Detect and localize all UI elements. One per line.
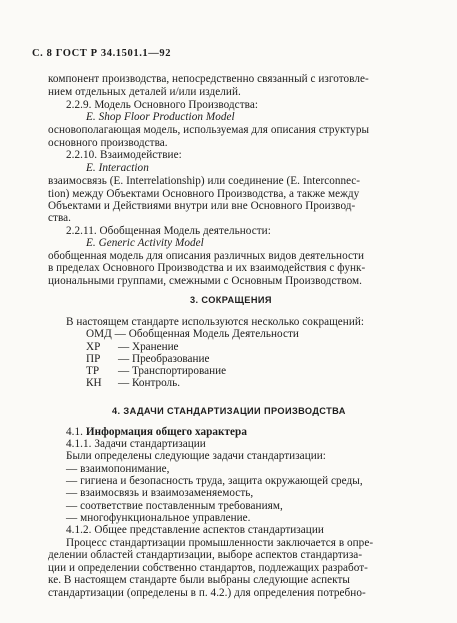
task-item: — взаимопонимание, [66,463,170,475]
abbreviation-code: ХР [86,341,101,353]
abbreviation-code: ТР [86,365,100,377]
clause-4-1-1: 4.1.1. Задачи стандартизации [66,438,206,450]
task-item: — взаимосвязь и взаимозаменяемость, [66,487,254,499]
task-item: — гигиена и безопасность труда, защита окружающей среды, [66,475,363,487]
text-line: Объектами и Действиями внутри или вне Основного Производ- [48,200,356,212]
abbreviation-definition: — Преобразование [118,353,210,365]
tasks-intro: Были определены следующие задачи стандартизации: [66,450,326,462]
english-term: E. Shop Floor Production Model [86,111,235,123]
text-line: ции и определении собственно стандартов, подлежащих разработ- [48,562,368,574]
text-line: основополагающая модель, используемая для описания структуры [48,124,370,136]
clause-2-2-10: 2.2.10. Взаимодействие: [66,149,182,161]
text-line: делении областей стандартизации, выборе аспектов стандартиза- [48,549,363,561]
abbreviation-code: КН [86,377,102,389]
clause-2-2-11: 2.2.11. Обобщенная Модель деятельности: [66,225,271,237]
text-line: ке. В настоящем стандарте были выбраны следующие аспекты [48,574,350,586]
text-line: циональными группами, смежными с Основным Производством. [48,275,363,287]
text-line: стандартизации (определены в п. 4.2.) для определения потребно- [48,587,366,599]
section-4-title: 4. ЗАДАЧИ СТАНДАРТИЗАЦИИ ПРОИЗВОДСТВА [112,406,346,416]
text-line: ства. [48,212,72,224]
page-header: С. 8 ГОСТ Р 34.1501.1—92 [32,48,172,59]
abbreviation-definition: — Транспортирование [118,365,227,377]
abbreviation-code: ПР [86,353,101,365]
abbreviations-intro: В настоящем стандарте используются несколько сокращений: [66,316,365,328]
task-item: — соответствие поставленным требованиям, [66,500,283,512]
abbreviation-omd: ОМД — Обобщенная Модель Деятельности [86,328,299,340]
text-line: tion) между Объектами Основного Производства, а также между [48,188,360,200]
text-line: взаимосвязь (E. Interrelationship) или соединение (E. Interconnec- [48,175,360,187]
text-line: Процесс стандартизации промышленности заключается в опре- [66,537,374,549]
abbreviation-definition: — Контроль. [118,377,181,389]
clause-2-2-9: 2.2.9. Модель Основного Производства: [66,99,258,111]
text-line: основного производства. [48,137,168,149]
text-line: в пределах Основного Производства и их взаимодействия с функ- [48,262,366,274]
clause-title: Информация общего характера [85,426,247,438]
task-item: — многофункциональное управление. [66,512,251,524]
abbreviation-definition: — Хранение [118,341,179,353]
text-line: нием отдельных деталей и/или изделий. [48,86,241,98]
abbreviation-row [86,377,346,390]
section-3-title: 3. СОКРАЩЕНИЯ [190,295,272,305]
text-line: обобщенная модель для описания различных видов деятельности [48,250,364,262]
text-line: компонент производства, непосредственно связанный с изготовле- [48,73,369,85]
clause-number: 4.1. [66,426,83,438]
english-term: E. Generic Activity Model [86,237,204,249]
english-term: E. Interaction [86,162,149,174]
clause-4-1-2: 4.1.2. Общее представление аспектов стандартизации [66,524,324,536]
